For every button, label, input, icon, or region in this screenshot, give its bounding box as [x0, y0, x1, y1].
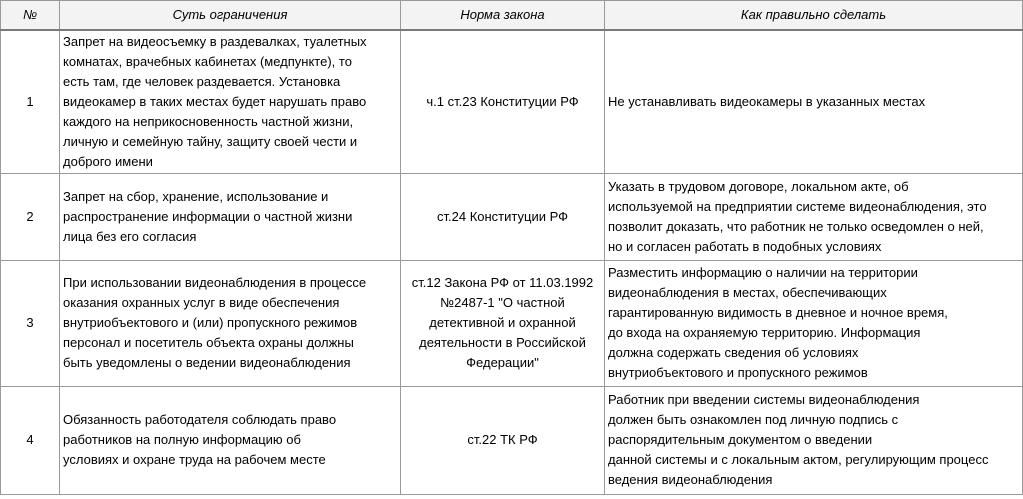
action-cell	[605, 173, 1023, 260]
header-number: №	[1, 1, 60, 31]
text-line: данной системы и с локальным актом, регулирующим процесс	[608, 452, 989, 467]
text-line: гарантированную видимость в дневное и ночное время,	[608, 305, 948, 320]
action-cell	[605, 386, 1023, 494]
restriction-cell	[60, 173, 401, 260]
text-line: внутриобъектового и (или) пропускного режимов	[63, 315, 358, 330]
table-row	[1, 386, 1023, 494]
text-line: работников на полную информацию об	[63, 432, 301, 447]
text-line: детективной и охранной	[429, 315, 576, 330]
row-number: 4	[1, 386, 60, 494]
header-row	[1, 1, 1023, 31]
row-number: 3	[1, 260, 60, 386]
text-line: быть уведомлены о ведении видеонаблюдения	[63, 355, 351, 370]
text-line: доброго имени	[63, 153, 153, 169]
row-number: 2	[1, 173, 60, 260]
text-line: распорядительным документом о введении	[608, 432, 873, 447]
text-line: Запрет на сбор, хранение, использование и	[63, 188, 329, 204]
law-cell	[401, 386, 605, 494]
table-row	[1, 260, 1023, 386]
header-restriction: Суть ограничения	[60, 1, 401, 31]
text-line: до входа на охраняемую территорию. Информация	[608, 325, 921, 340]
text-line: лица без его согласия	[63, 228, 197, 244]
table-row	[1, 30, 1023, 173]
text-line: ведения видеонаблюдения	[608, 472, 773, 487]
restriction-cell	[60, 30, 401, 173]
restriction-cell	[60, 386, 401, 494]
text-line: видеонаблюдения в местах, обеспечивающих	[608, 285, 887, 300]
header-law: Норма закона	[401, 1, 605, 31]
text-line: персонал и посетитель объекта охраны должны	[63, 335, 354, 350]
text-line: Обязанность работодателя соблюдать право	[63, 412, 337, 427]
law-cell	[401, 30, 605, 173]
action-cell	[605, 260, 1023, 386]
action-cell	[605, 30, 1023, 173]
text-line: При использовании видеонаблюдения в процессе	[63, 275, 367, 290]
text-line: ст.22 ТК РФ	[467, 432, 538, 447]
text-line: каждого на неприкосновенность частной жизни,	[63, 113, 354, 129]
text-line: Федерации"	[466, 355, 539, 370]
restriction-cell	[60, 260, 401, 386]
law-cell	[401, 173, 605, 260]
text-line: условиях и охране труда на рабочем месте	[63, 452, 326, 467]
text-line: Запрет на видеосъемку в раздевалках, туалетных	[63, 33, 367, 49]
row-number: 1	[1, 30, 60, 173]
text-line: ст.24 Конституции РФ	[437, 208, 568, 224]
text-line: используемой на предприятии системе видеонаблюдения, это	[608, 198, 987, 214]
text-line: Не устанавливать видеокамеры в указанных местах	[608, 93, 926, 109]
text-line: Указать в трудовом договоре, локальном акте, об	[608, 178, 909, 194]
text-line: ч.1 ст.23 Конституции РФ	[426, 93, 579, 109]
text-line: №2487-1 "О частной	[440, 295, 565, 310]
text-line: должен быть ознакомлен под личную подпись с	[608, 412, 899, 427]
text-line: есть там, где человек раздевается. Установка	[63, 73, 341, 89]
header-action: Как правильно сделать	[605, 1, 1023, 31]
text-line: видеокамер в таких местах будет нарушать право	[63, 93, 367, 109]
text-line: оказания охранных услуг в виде обеспечения	[63, 295, 340, 310]
text-line: внутриобъектового и пропускного режимов	[608, 365, 868, 380]
text-line: деятельности в Российской	[419, 335, 586, 350]
law-cell	[401, 260, 605, 386]
text-line: должна содержать сведения об условиях	[608, 345, 859, 360]
text-line: позволит доказать, что работник не только осведомлен о ней,	[608, 218, 984, 234]
text-line: распространение информации о частной жизни	[63, 208, 353, 224]
text-line: комнатах, врачебных кабинетах (медпункте), то	[63, 53, 352, 69]
text-line: ст.12 Закона РФ от 11.03.1992	[411, 275, 594, 290]
text-line: Разместить информацию о наличии на территории	[608, 265, 918, 280]
text-line: но и согласен работать в подобных условиях	[608, 238, 882, 254]
table-row	[1, 173, 1023, 260]
text-line: личную и семейную тайну, защиту своей чести и	[63, 133, 358, 149]
text-line: Работник при введении системы видеонаблюдения	[608, 392, 920, 407]
